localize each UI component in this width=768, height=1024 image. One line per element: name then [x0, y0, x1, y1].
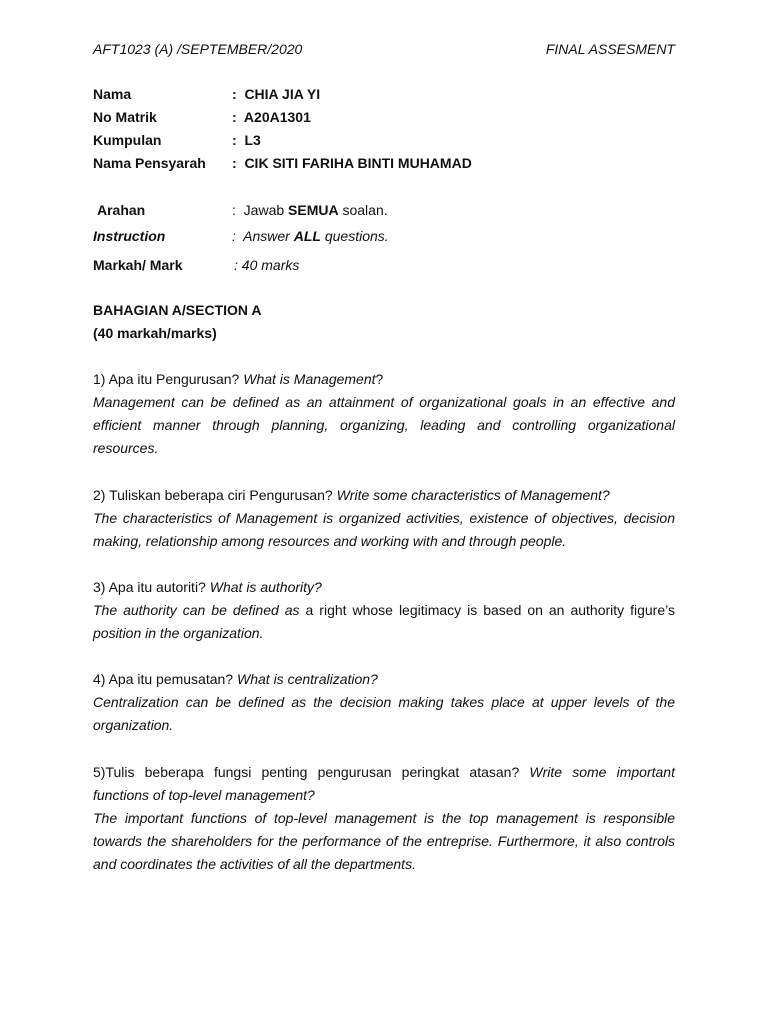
instruction-emphasis: ALL: [293, 228, 321, 244]
question-text: [93, 368, 675, 391]
answer-text: Management can be defined as an attainment of organizational goals in an effective and efficient manner through planning, organizing, leading and controlling organizational resources.: [93, 394, 675, 456]
question-english: What is Management: [243, 371, 376, 387]
answer-part-upright: a right whose legitimacy is based on an authority figure’s: [305, 602, 675, 618]
arahan-emphasis: SEMUA: [288, 202, 339, 218]
student-info-block: [93, 86, 472, 178]
arahan-label: Arahan: [97, 202, 146, 218]
answer-text: The characteristics of Management is organized activities, existence of objectives, decision making, relationship among resources and working with and through people.: [93, 510, 675, 549]
info-row-nama-pensyarah: [93, 155, 472, 178]
arahan-row: [93, 202, 388, 218]
question-english: What is authority?: [209, 579, 322, 595]
question-text: [93, 668, 675, 691]
info-label: Kumpulan: [93, 132, 162, 148]
info-value: : L3: [232, 132, 261, 148]
mark-label: Markah/ Mark: [93, 257, 183, 273]
answer-text: The important functions of top-level management is the top management is responsible towards the shareholders for the performance of the entreprise. Furthermore, it also controls and coordinates the activities of all the departments.: [93, 810, 675, 872]
question-english: What is centralization?: [237, 671, 378, 687]
info-label: No Matrik: [93, 109, 157, 125]
instruction-text: : Answer: [232, 228, 294, 244]
info-label: Nama Pensyarah: [93, 155, 206, 171]
question-1: [93, 368, 675, 460]
question-malay: 3) Apa itu autoriti?: [93, 579, 210, 595]
mark-value: : 40 marks: [234, 257, 300, 273]
info-value: : A20A1301: [232, 109, 311, 125]
info-row-kumpulan: [93, 132, 472, 155]
assessment-type-header: FINAL ASSESMENT: [545, 41, 675, 57]
question-malay: 5)Tulis beberapa fungsi penting pengurusan peringkat atasan?: [93, 764, 530, 780]
question-text: [93, 761, 675, 807]
arahan-text-end: soalan.: [338, 202, 388, 218]
section-marks: (40 markah/marks): [93, 325, 217, 341]
instruction-label: Instruction: [93, 228, 166, 244]
question-malay: 4) Apa itu pemusatan?: [93, 671, 237, 687]
answer-text: Centralization can be defined as the decision making takes place at upper levels of the organization.: [93, 694, 675, 733]
question-english: Write some characteristics of Management?: [336, 487, 610, 503]
info-row-nama: [93, 86, 472, 109]
question-4: [93, 668, 675, 737]
info-value: : CIK SITI FARIHA BINTI MUHAMAD: [232, 155, 472, 171]
info-row-no-matrik: [93, 109, 472, 132]
instruction-text-end: questions.: [320, 228, 389, 244]
question-english: Write some important functions of top-level management?: [93, 764, 675, 803]
info-value: : CHIA JIA YI: [232, 86, 321, 102]
question-malay: 1) Apa itu Pengurusan?: [93, 371, 244, 387]
question-3: [93, 576, 675, 645]
instruction-value: [232, 228, 389, 244]
info-label: Nama: [93, 86, 132, 102]
course-code-header: AFT1023 (A) /SEPTEMBER/2020: [93, 41, 303, 57]
question-5: [93, 761, 675, 876]
question-2: [93, 484, 675, 553]
question-suffix: ?: [375, 371, 384, 387]
question-text: [93, 576, 675, 599]
question-malay: 2) Tuliskan beberapa ciri Pengurusan?: [93, 487, 337, 503]
arahan-value: [232, 202, 388, 218]
answer-part-end: position in the organization.: [93, 625, 264, 641]
mark-row: [93, 257, 299, 273]
section-title: BAHAGIAN A/SECTION A: [93, 302, 262, 318]
question-text: [93, 484, 675, 507]
answer-part: The authority can be defined as: [93, 602, 306, 618]
instruction-row: [93, 228, 389, 244]
arahan-text: : Jawab: [232, 202, 289, 218]
answer-text: [93, 599, 675, 645]
